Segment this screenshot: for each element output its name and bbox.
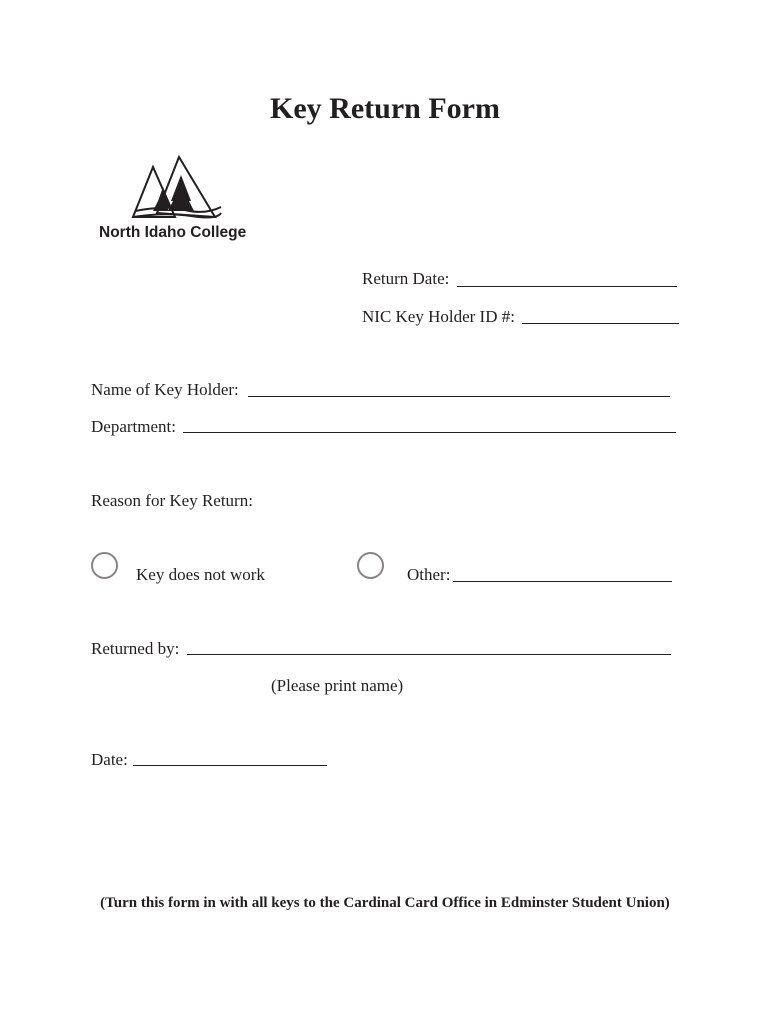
department-label: Department: xyxy=(91,417,176,436)
date-field[interactable] xyxy=(133,765,327,766)
return-date-label: Return Date: xyxy=(362,269,450,288)
date-label: Date: xyxy=(91,750,128,769)
other-radio[interactable] xyxy=(357,552,384,579)
print-name-hint: (Please print name) xyxy=(271,676,404,695)
other-field[interactable] xyxy=(453,581,672,582)
returned-by-label: Returned by: xyxy=(91,639,180,658)
form-title: Key Return Form xyxy=(270,92,500,125)
name-label: Name of Key Holder: xyxy=(91,380,239,399)
college-name: North Idaho College xyxy=(99,224,247,241)
key-not-work-label: Key does not work xyxy=(136,565,265,584)
other-label: Other: xyxy=(407,565,451,584)
key-holder-id-label: NIC Key Holder ID #: xyxy=(362,307,515,326)
footer-instructions: (Turn this form in with all keys to the Cardinal Card Office in Edminster Student Union) xyxy=(100,895,670,911)
returned-by-field[interactable] xyxy=(187,654,671,655)
return-date-field[interactable] xyxy=(457,286,677,287)
department-field[interactable] xyxy=(183,432,676,433)
key-not-work-radio[interactable] xyxy=(91,552,118,579)
mountain-trees-logo-icon xyxy=(95,155,255,223)
college-logo xyxy=(95,155,255,245)
reason-label: Reason for Key Return: xyxy=(91,491,253,510)
name-field[interactable] xyxy=(248,396,670,397)
key-holder-id-field[interactable] xyxy=(522,323,679,324)
